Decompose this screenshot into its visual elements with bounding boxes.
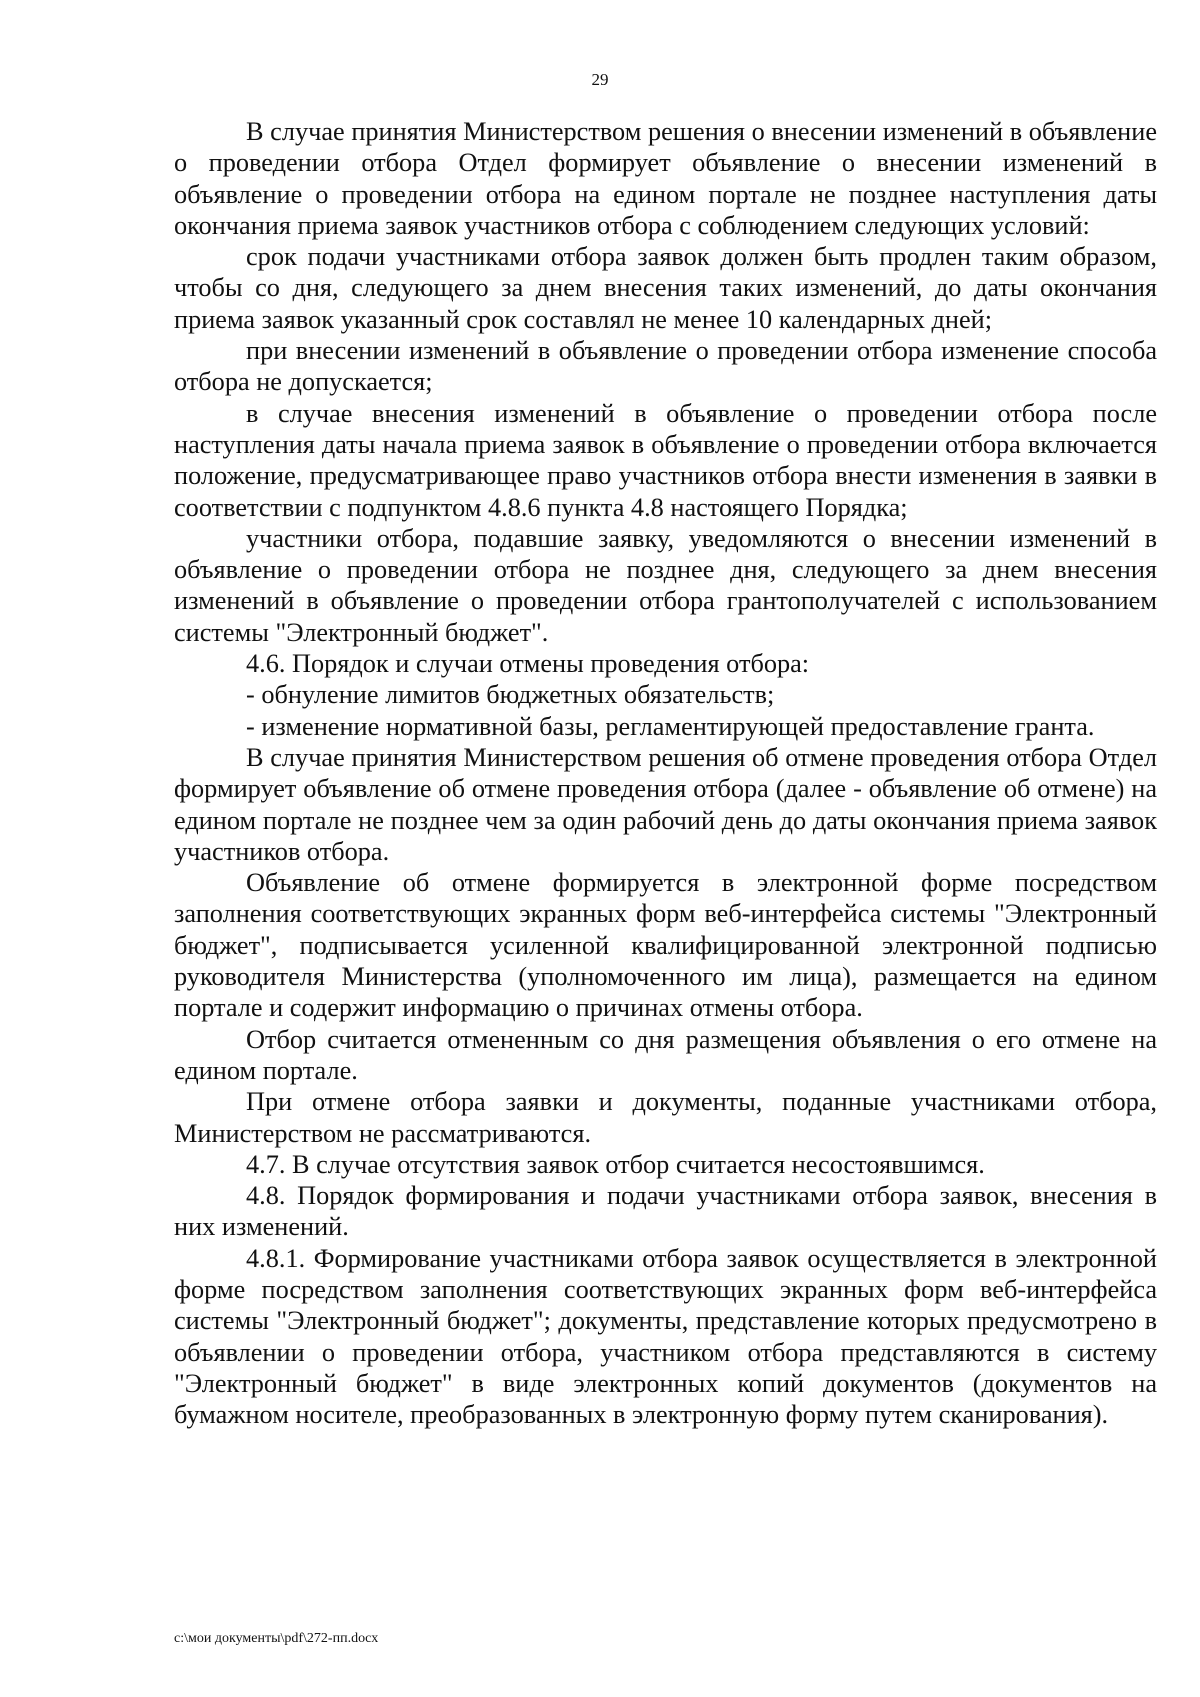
paragraph-cancellation-documents: При отмене отбора заявки и документы, поданные участниками отбора, Министерством не рассматриваются. (174, 1087, 1157, 1148)
list-item-regulation: - изменение нормативной базы, регламентирующей предоставление гранта. (246, 711, 1095, 741)
page-number: 29 (591, 70, 609, 89)
paragraph-late-amendment: в случае внесения изменений в объявление о проведении отбора после наступления даты начала приема заявок в объявление о проведении отбора включается положение, предусматривающее право участников отбора внести изменения в заявки в соответствии с подпунктом 4.8.6 пункта 4.8 настоящего Порядка; (174, 398, 1157, 522)
paragraph-section-4-8-1: 4.8.1. Формирование участниками отбора заявок осуществляется в электронной форме посредством заполнения соответствующих экранных форм веб-интерфейса системы "Электронный бюджет"; документы, представление которых предусмотрено в объявлении о проведении отбора, участником отбора представляются в систему "Электронный бюджет" в виде электронных копий документов (документов на бумажном носителе, преобразованных в электронную форму путем сканирования). (174, 1243, 1157, 1430)
paragraph-section-4-6: 4.6. Порядок и случаи отмены проведения отбора: (246, 649, 810, 679)
paragraph-amendment-conditions: В случае принятия Министерством решения о внесении изменений в объявление о проведении отбора Отдел формирует объявление о внесении изменений в объявление о проведении отбора на едином портале не позднее наступления даты окончания приема заявок участников отбора с соблюдением следующих условий: (174, 117, 1157, 240)
paragraph-participant-notice: участники отбора, подавшие заявку, уведомляются о внесении изменений в объявление о проведении отбора не позднее дня, следующего за днем внесения изменений в объявление о проведении отбора грантополучателей с использованием системы "Электронный бюджет". (174, 523, 1157, 647)
document-body (174, 116, 1157, 1430)
paragraph-section-4-8: 4.8. Порядок формирования и подачи участниками отбора заявок, внесения в них изменений. (174, 1181, 1157, 1242)
paragraph-deadline-extension: срок подачи участниками отбора заявок должен быть продлен таким образом, чтобы со дня, следующего за днем внесения таких изменений, до даты окончания приема заявок указанный срок составлял не менее 10 календарных дней; (174, 242, 1157, 334)
paragraph-section-4-7: 4.7. В случае отсутствия заявок отбор считается несостоявшимся. (246, 1149, 985, 1179)
footer-file-path: c:\мои документы\pdf\272-пп.docx (174, 1631, 379, 1646)
paragraph-cancellation-date: Отбор считается отмененным со дня размещения объявления о его отмене на едином портале. (174, 1024, 1157, 1085)
paragraph-cancellation-form: Объявление об отмене формируется в электронной форме посредством заполнения соответствующих экранных форм веб-интерфейса системы "Электронный бюджет", подписывается усиленной квалифицированной электронной подписью руководителя Министерства (уполномоченного им лица), размещается на едином портале и содержит информацию о причинах отмены отбора. (174, 868, 1157, 1023)
paragraph-cancellation-notice: В случае принятия Министерством решения об отмене проведения отбора Отдел формирует объявление об отмене проведения отбора (далее - объявление об отмене) на едином портале не позднее чем за один рабочий день до даты окончания приема заявок участников отбора. (174, 742, 1157, 866)
list-item-limits: - обнуление лимитов бюджетных обязательств; (246, 680, 775, 710)
paragraph-method-change: при внесении изменений в объявление о проведении отбора изменение способа отбора не допускается; (174, 336, 1157, 397)
